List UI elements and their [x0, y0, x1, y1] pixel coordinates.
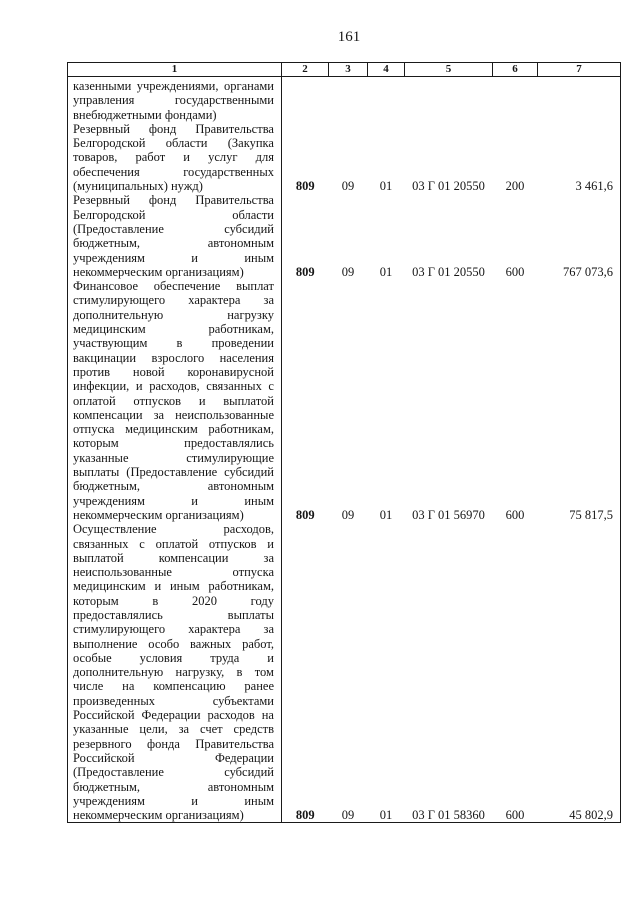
word: Резервный: [73, 121, 130, 136]
word: за: [153, 407, 165, 422]
word: и: [191, 493, 198, 508]
expense-type-code: 600: [505, 264, 525, 279]
word: указанные: [73, 450, 129, 465]
word: иным: [169, 579, 200, 594]
word: управления: [73, 93, 135, 108]
header-row: [68, 63, 621, 77]
target-item-code: 03 Г 01 58360: [412, 808, 485, 823]
section-code: 09: [341, 264, 355, 279]
word: работникам,: [208, 579, 274, 594]
word: учреждениям: [73, 793, 145, 808]
word: новой: [132, 364, 165, 379]
description-line: [73, 451, 274, 465]
description-line: (муниципальных) нужд): [73, 179, 203, 194]
department-code: 809: [295, 179, 315, 194]
word: указанные: [73, 722, 129, 737]
section-code: 09: [341, 179, 355, 194]
description-line: [73, 436, 274, 450]
word: автономным: [207, 479, 274, 494]
word: автономным: [207, 236, 274, 251]
word: органами: [223, 79, 274, 93]
word: фонда: [146, 736, 180, 751]
word: числе: [73, 679, 104, 694]
word: труда: [210, 650, 240, 665]
word: выплатой: [73, 550, 124, 565]
amount-value: 3 461,6: [575, 179, 613, 194]
word: выплаты: [227, 607, 274, 622]
word: стимулирующего: [73, 293, 166, 308]
description-line: некоммерческим организациям): [73, 808, 244, 823]
description-line: [73, 165, 274, 179]
description-line: [73, 208, 274, 222]
description-line: [73, 794, 274, 808]
description-line: [73, 93, 274, 107]
description-line: [73, 579, 274, 593]
word: бюджетным,: [73, 479, 141, 494]
word: которым: [73, 436, 119, 451]
word: произведенных: [73, 693, 155, 708]
subsection-code: 01: [379, 264, 393, 279]
description-line: [73, 479, 274, 493]
column-number-3: 3: [329, 63, 368, 77]
word: и: [267, 536, 274, 551]
description-line: [73, 651, 274, 665]
word: иным: [244, 250, 274, 265]
table-row: [68, 77, 621, 122]
word: за: [178, 722, 190, 737]
description-line: [73, 537, 274, 551]
word: автономным: [207, 779, 274, 794]
description-line: [73, 336, 274, 350]
word: за: [263, 622, 274, 637]
word: медицинским: [125, 422, 198, 437]
description-line: [73, 780, 274, 794]
amount-value: 767 073,6: [563, 264, 613, 279]
word: нагрузку: [227, 307, 274, 322]
word: Белгородской: [73, 136, 146, 151]
word: отпуска: [232, 565, 274, 580]
word: государственных: [183, 164, 274, 179]
word: ранее: [244, 679, 274, 694]
word: компенсацию: [153, 679, 226, 694]
word: характера: [188, 622, 241, 637]
description-line: [73, 79, 274, 93]
column-number-2: 2: [282, 63, 329, 77]
word: счет: [200, 722, 223, 737]
word: товаров,: [73, 150, 118, 165]
word: дополнительную: [73, 307, 164, 322]
word: инфекции,: [73, 379, 130, 394]
word: условия: [139, 650, 183, 665]
word: работникам,: [208, 322, 274, 337]
word: отпуска: [73, 422, 115, 437]
word: учреждениям: [73, 493, 145, 508]
word: работникам,: [208, 422, 274, 437]
description-line: [73, 737, 274, 751]
description-line: [73, 665, 274, 679]
word: компенсации: [73, 407, 143, 422]
subsection-code: 01: [379, 179, 393, 194]
word: учреждениям: [73, 250, 145, 265]
word: обеспечение: [153, 279, 221, 294]
word: (Предоставление: [126, 465, 218, 480]
word: взрослого: [151, 350, 205, 365]
description-line: [73, 408, 274, 422]
word: казенными: [73, 79, 132, 93]
word: Осуществление: [73, 522, 157, 537]
word: государственными: [174, 93, 274, 108]
word: которым: [73, 593, 119, 608]
description-cell: [68, 522, 282, 823]
word: с: [268, 379, 274, 394]
word: субсидий: [224, 765, 274, 780]
description-line: [73, 751, 274, 765]
description-cell: [68, 122, 282, 193]
department-code: 809: [295, 264, 315, 279]
description-line: внебюджетными фондами): [73, 107, 217, 122]
description-line: [73, 622, 274, 636]
word: медицинским: [73, 322, 146, 337]
subsection-code: 01: [379, 507, 393, 522]
word: и: [135, 379, 143, 394]
word: бюджетным,: [73, 236, 141, 251]
description-line: [73, 679, 274, 693]
empty-cell: [368, 77, 405, 122]
word: фонд: [148, 121, 177, 136]
description-line: [73, 251, 274, 265]
page-number: 161: [337, 29, 361, 45]
description-line: [73, 394, 274, 408]
word: стимулирующие: [186, 450, 274, 465]
word: участвующим: [73, 336, 148, 351]
word: за: [263, 550, 274, 565]
word: Правительства: [195, 193, 274, 208]
word: Правительства: [195, 121, 274, 136]
word: и: [267, 650, 274, 665]
column-number-6: 6: [493, 63, 538, 77]
description-cell: [68, 77, 282, 122]
word: на: [261, 708, 274, 723]
word: неиспользованные: [73, 565, 172, 580]
description-line: [73, 551, 274, 565]
empty-cell: [493, 77, 538, 122]
description-line: некоммерческим организациям): [73, 507, 244, 522]
column-number-7: 7: [538, 63, 621, 77]
word: в: [152, 593, 159, 608]
description-line: [73, 765, 274, 779]
word: предоставлялись: [73, 607, 163, 622]
word: выплаты: [73, 465, 120, 480]
description-cell: [68, 193, 282, 279]
word: компенсации: [158, 550, 229, 565]
word: и: [183, 150, 190, 165]
word: том: [254, 665, 274, 680]
word: Правительства: [195, 736, 274, 751]
expense-type-code: 600: [505, 808, 525, 823]
word: Финансовое: [73, 279, 139, 294]
table-row: [68, 279, 621, 522]
description-line: [73, 236, 274, 250]
word: связанных: [206, 379, 262, 394]
word: и: [154, 579, 162, 594]
word: в: [176, 336, 183, 351]
description-line: [73, 136, 274, 150]
table-row: [68, 193, 621, 279]
word: выплат: [236, 279, 274, 294]
word: работ: [135, 150, 166, 165]
description-line: некоммерческим организациям): [73, 264, 244, 279]
department-code: 809: [295, 507, 315, 522]
word: за: [263, 293, 274, 308]
word: оплатой: [155, 536, 199, 551]
word: расходов,: [149, 379, 200, 394]
department-code: 809: [295, 808, 315, 823]
word: отпусков: [133, 393, 182, 408]
description-line: [73, 565, 274, 579]
empty-cell: [405, 77, 493, 122]
word: Российской: [73, 750, 135, 765]
word: обеспечения: [73, 164, 140, 179]
word: иным: [244, 793, 274, 808]
word: вакцинации: [73, 350, 137, 365]
word: бюджетным,: [73, 779, 141, 794]
description-line: [73, 365, 274, 379]
word: и: [191, 793, 198, 808]
word: оплатой: [73, 393, 116, 408]
word: Резервный: [73, 193, 130, 208]
empty-cell: [282, 77, 329, 122]
word: Российской: [73, 708, 135, 723]
expense-type-code: 200: [505, 179, 525, 194]
description-line: [73, 722, 274, 736]
target-item-code: 03 Г 01 56970: [412, 507, 485, 522]
word: против: [73, 364, 111, 379]
word: выплатой: [223, 393, 274, 408]
description-line: [73, 637, 274, 651]
column-number-1: 1: [68, 63, 282, 77]
table-row: [68, 522, 621, 823]
word: и: [191, 250, 198, 265]
word: предоставлялись: [184, 436, 274, 451]
word: характера: [188, 293, 241, 308]
description-line: [73, 422, 274, 436]
empty-cell: [538, 77, 621, 122]
description-line: [73, 594, 274, 608]
word: 2020: [191, 593, 217, 608]
word: Федерации: [214, 750, 274, 765]
word: особо: [148, 636, 180, 651]
description-line: [73, 379, 274, 393]
word: субъектами: [212, 693, 274, 708]
description-line: [73, 522, 274, 536]
word: средств: [233, 722, 274, 737]
target-item-code: 03 Г 01 20550: [412, 264, 485, 279]
section-code: 09: [341, 507, 355, 522]
word: дополнительную: [73, 665, 164, 680]
word: году: [250, 593, 274, 608]
column-number-4: 4: [368, 63, 405, 77]
word: выполнение: [73, 636, 138, 651]
empty-cell: [329, 77, 368, 122]
word: неиспользованные: [175, 407, 274, 422]
word: области: [232, 207, 274, 222]
word: фонд: [148, 193, 177, 208]
word: стимулирующего: [73, 622, 166, 637]
description-line: [73, 708, 274, 722]
word: учреждениями,: [136, 79, 219, 93]
word: субсидий: [224, 465, 274, 480]
word: Федерации: [141, 708, 201, 723]
word: расходов,: [223, 522, 274, 537]
description-cell: [68, 279, 282, 522]
word: связанных: [73, 536, 129, 551]
word: работ,: [242, 636, 274, 651]
description-line: [73, 308, 274, 322]
subsection-code: 01: [379, 808, 393, 823]
word: медицинским: [73, 579, 146, 594]
description-line: [73, 222, 274, 236]
word: цели,: [139, 722, 168, 737]
description-line: [73, 293, 274, 307]
column-number-5: 5: [405, 63, 493, 77]
word: отпусков: [208, 536, 257, 551]
word: области: [165, 136, 208, 151]
amount-value: 75 817,5: [569, 507, 613, 522]
word: Белгородской: [73, 207, 146, 222]
description-line: [73, 465, 274, 479]
amount-value: 45 802,9: [569, 808, 613, 823]
word: (Предоставление: [73, 221, 164, 236]
expense-type-code: 600: [505, 507, 525, 522]
section-code: 09: [341, 808, 355, 823]
description-line: [73, 694, 274, 708]
word: услуг: [208, 150, 238, 165]
description-line: [73, 150, 274, 164]
target-item-code: 03 Г 01 20550: [412, 179, 485, 194]
word: для: [255, 150, 274, 165]
description-line: [73, 608, 274, 622]
word: особые: [73, 650, 112, 665]
word: с: [139, 536, 145, 551]
description-line: [73, 193, 274, 207]
description-line: [73, 494, 274, 508]
word: и: [198, 393, 206, 408]
table-row: [68, 122, 621, 193]
word: (Предоставление: [73, 765, 164, 780]
word: субсидий: [224, 221, 274, 236]
word: нагрузку,: [175, 665, 225, 680]
description-line: [73, 122, 274, 136]
word: расходов: [207, 708, 255, 723]
word: коронавирусной: [187, 364, 274, 379]
word: важных: [190, 636, 232, 651]
word: в: [236, 665, 243, 680]
budget-table: [67, 62, 621, 823]
word: иным: [244, 493, 274, 508]
word: резервного: [73, 736, 132, 751]
word: населения: [219, 350, 274, 365]
description-line: [73, 322, 274, 336]
word: на: [122, 679, 135, 694]
word: проведении: [211, 336, 274, 351]
description-line: [73, 351, 274, 365]
description-line: [73, 279, 274, 293]
word: (Закупка: [227, 136, 274, 151]
